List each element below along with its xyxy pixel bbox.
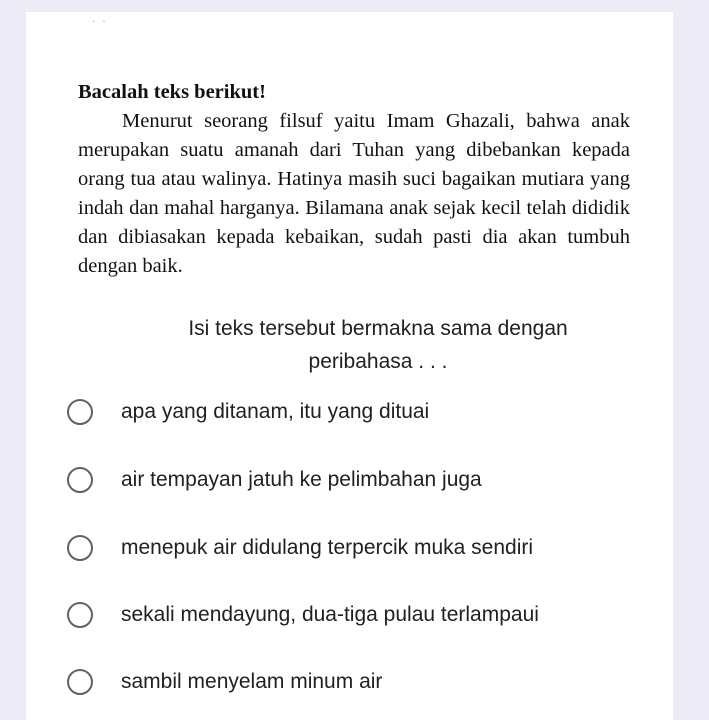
radio-button-icon[interactable] bbox=[67, 669, 93, 695]
option-label: menepuk air didulang terpercik muka sendiri bbox=[121, 536, 534, 559]
question-card bbox=[26, 12, 673, 720]
question-text bbox=[78, 312, 678, 378]
passage-body: Menurut seorang filsuf yaitu Imam Ghazali, bahwa anak merupakan suatu amanah dari Tuhan yang dibebankan kepada orang tua atau walinya. Hatinya masih suci bagaikan mutiara yang indah dan mahal harganya. Bilamana anak sejak kecil telah dididik dan dibiasakan kepada kebaikan, sudah pasti dia akan tumbuh dengan baik. bbox=[78, 110, 630, 277]
option-label: apa yang ditanam, itu yang dituai bbox=[121, 400, 430, 423]
passage-heading: Bacalah teks berikut! bbox=[78, 81, 266, 103]
option-3[interactable] bbox=[66, 528, 666, 568]
option-4[interactable] bbox=[66, 595, 666, 635]
question-line-1: Isi teks tersebut bermakna sama dengan bbox=[188, 317, 568, 340]
radio-button-icon[interactable] bbox=[67, 602, 93, 628]
option-label: sambil menyelam minum air bbox=[121, 670, 383, 693]
radio-button-icon[interactable] bbox=[67, 467, 93, 493]
reading-passage bbox=[78, 78, 630, 281]
radio-button-icon[interactable] bbox=[67, 535, 93, 561]
header-dots: . . bbox=[92, 14, 108, 25]
option-2[interactable] bbox=[66, 460, 666, 500]
option-5[interactable] bbox=[66, 662, 666, 702]
option-label: air tempayan jatuh ke pelimbahan juga bbox=[121, 468, 482, 491]
option-label: sekali mendayung, dua-tiga pulau terlampaui bbox=[121, 603, 539, 626]
question-line-2: peribahasa . . . bbox=[308, 350, 448, 373]
radio-button-icon[interactable] bbox=[67, 399, 93, 425]
option-1[interactable] bbox=[66, 392, 666, 432]
